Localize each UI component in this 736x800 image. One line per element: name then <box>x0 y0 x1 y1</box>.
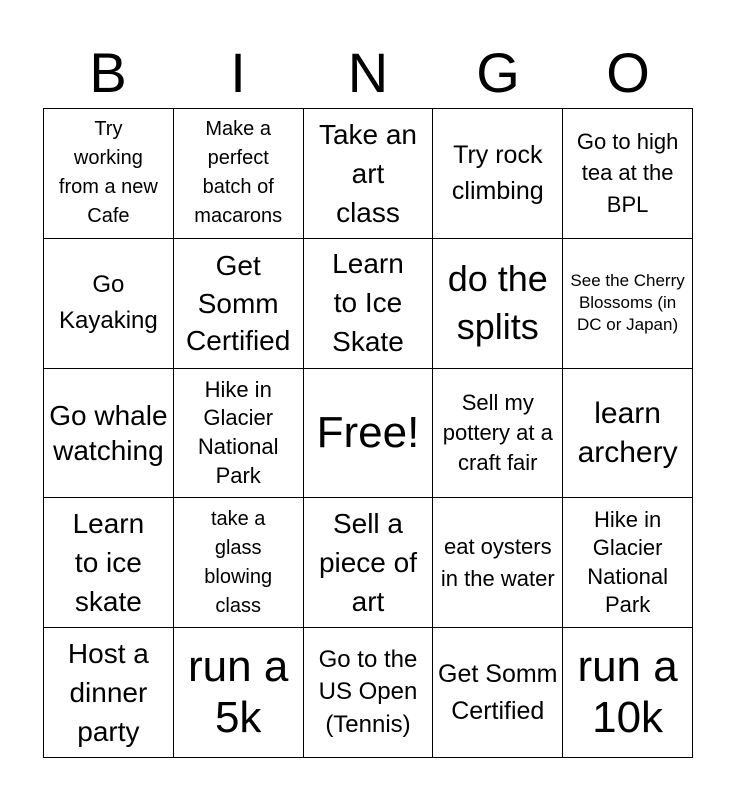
bingo-cell[interactable] <box>563 369 693 499</box>
bingo-cell[interactable] <box>563 239 693 369</box>
cell-text: Go Kayaking <box>59 271 158 335</box>
bingo-cell[interactable] <box>433 498 563 628</box>
header-letter-b: B <box>89 41 127 104</box>
cell-text: learn archery <box>577 396 678 469</box>
cell-text: Make a perfect batch of macarons <box>194 118 283 228</box>
bingo-cell[interactable] <box>563 628 693 758</box>
cell-text: See the Cherry Blossoms (in DC or Japan) <box>570 271 685 335</box>
bingo-cell[interactable] <box>304 498 434 628</box>
cell-text: run a 10k <box>577 642 678 742</box>
cell-text: Take an art class <box>318 118 418 228</box>
free-cell[interactable] <box>304 369 434 499</box>
cell-text: Sell my pottery at a craft fair <box>442 390 553 475</box>
cell-text: do the splits <box>447 257 548 348</box>
cell-text: Get Somm Certified <box>438 660 558 725</box>
cell-text: Try working from a new Cafe <box>58 118 158 228</box>
header-letter-o: O <box>606 41 650 104</box>
cell-text: Host a dinner party <box>67 637 149 748</box>
bingo-cell[interactable] <box>44 628 174 758</box>
header-letter-g: G <box>476 41 520 104</box>
cell-text: Go to the US Open (Tennis) <box>318 646 418 738</box>
cell-text: Go whale watching <box>49 399 168 466</box>
bingo-header <box>43 38 693 108</box>
cell-text: Hike in Glacier National Park <box>197 376 279 488</box>
bingo-cell[interactable] <box>304 628 434 758</box>
bingo-cell[interactable] <box>44 369 174 499</box>
bingo-cell[interactable] <box>563 109 693 239</box>
bingo-cell[interactable] <box>304 109 434 239</box>
cell-text: eat oysters in the water <box>440 533 555 591</box>
bingo-cell[interactable] <box>174 369 304 499</box>
cell-text: run a 5k <box>188 642 289 742</box>
bingo-cell[interactable] <box>44 239 174 369</box>
cell-text: Get Somm Certified <box>186 250 291 356</box>
bingo-cell[interactable] <box>174 498 304 628</box>
bingo-cell[interactable] <box>44 498 174 628</box>
cell-text: Try rock climbing <box>451 141 544 206</box>
cell-text: Sell a piece of art <box>318 508 418 618</box>
bingo-cell[interactable] <box>174 239 304 369</box>
header-letter-i: I <box>230 41 246 104</box>
bingo-cell[interactable] <box>44 109 174 239</box>
cell-text: take a glass blowing class <box>204 507 273 617</box>
cell-text: Learn to Ice Skate <box>332 248 404 357</box>
bingo-cell[interactable] <box>174 628 304 758</box>
bingo-cell[interactable] <box>433 628 563 758</box>
bingo-cell[interactable] <box>563 498 693 628</box>
bingo-cell[interactable] <box>433 369 563 499</box>
cell-text: Learn to ice skate <box>72 508 145 618</box>
bingo-cell[interactable] <box>174 109 304 239</box>
bingo-cell[interactable] <box>304 239 434 369</box>
bingo-cell[interactable] <box>433 239 563 369</box>
bingo-grid <box>43 108 693 758</box>
header-letter-n: N <box>347 41 389 104</box>
cell-text: Free! <box>316 407 420 457</box>
bingo-cell[interactable] <box>433 109 563 239</box>
cell-text: Hike in Glacier National Park <box>587 506 668 618</box>
cell-text: Go to high tea at the BPL <box>576 128 679 218</box>
